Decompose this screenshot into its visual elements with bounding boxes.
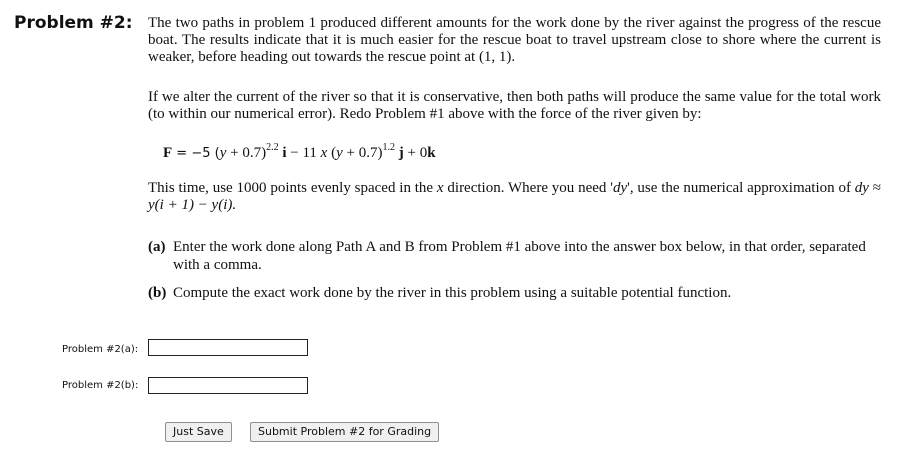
p3-dy2: dy <box>854 180 869 196</box>
p3-a: This time, use 1000 points evenly spaced in the <box>148 180 437 196</box>
answer-b-label: Problem #2(b): <box>62 380 139 391</box>
problem-heading: Problem #2: <box>14 13 133 33</box>
answer-a-label: Problem #2(a): <box>62 344 139 355</box>
part-a-tag: (a) <box>148 239 166 255</box>
formula-eq: = −5 ( <box>172 146 220 161</box>
p3-d: ≈ <box>868 180 881 196</box>
just-save-button[interactable]: Just Save <box>165 422 232 442</box>
formula-y1: y <box>219 145 227 161</box>
formula-k: k <box>427 145 436 161</box>
problem-paragraph-1: The two paths in problem 1 produced different amounts for the work done by the river against the progress of the rescue boat. The results indicate that it is much easier for the rescue boat to travel upstream close to shore where the current is weaker, before heading out towards the rescue point at (1, 1). <box>148 15 881 65</box>
part-b-tag: (b) <box>148 285 167 301</box>
problem-paragraph-3 <box>148 180 881 214</box>
part-a-text: Enter the work done along Path A and B from Problem #1 above into the answer box below, in that order, separated with a comma. <box>173 239 866 273</box>
formula-y2: y <box>336 145 343 161</box>
problem-paragraph-2: If we alter the current of the river so that it is conservative, then both paths will produce the same value for the total work (to within our numerical error). Redo Problem #1 above with the force of the river given by: <box>148 89 881 122</box>
p3-b: direction. Where you need ' <box>443 180 613 196</box>
formula-plus1: + 0.7) <box>226 145 267 161</box>
formula-plus2: + 0.7) <box>342 145 383 161</box>
part-b <box>148 284 881 302</box>
formula-exp1: 2.2 <box>266 142 279 153</box>
submit-grading-button[interactable]: Submit Problem #2 for Grading <box>250 422 439 442</box>
formula-open2: ( <box>327 145 337 161</box>
part-a <box>148 238 881 274</box>
formula-j: j <box>398 145 404 161</box>
force-formula <box>163 143 436 162</box>
formula-minus: − 11 <box>286 145 321 161</box>
answer-a-input[interactable] <box>148 339 308 356</box>
p3-approx: y(i + 1) − y(i). <box>148 197 237 213</box>
p3-dy: dy <box>612 180 628 196</box>
formula-plus0: + 0 <box>403 145 428 161</box>
p3-c: ', use the numerical approximation of <box>627 180 855 196</box>
p3-x: x <box>436 180 444 196</box>
formula-F: F <box>163 145 173 161</box>
formula-i: i <box>282 145 287 161</box>
answer-b-input[interactable] <box>148 377 308 394</box>
part-b-text: Compute the exact work done by the river in this problem using a suitable potential function. <box>173 285 732 301</box>
formula-x: x <box>320 145 328 161</box>
formula-exp2: 1.2 <box>382 142 395 153</box>
